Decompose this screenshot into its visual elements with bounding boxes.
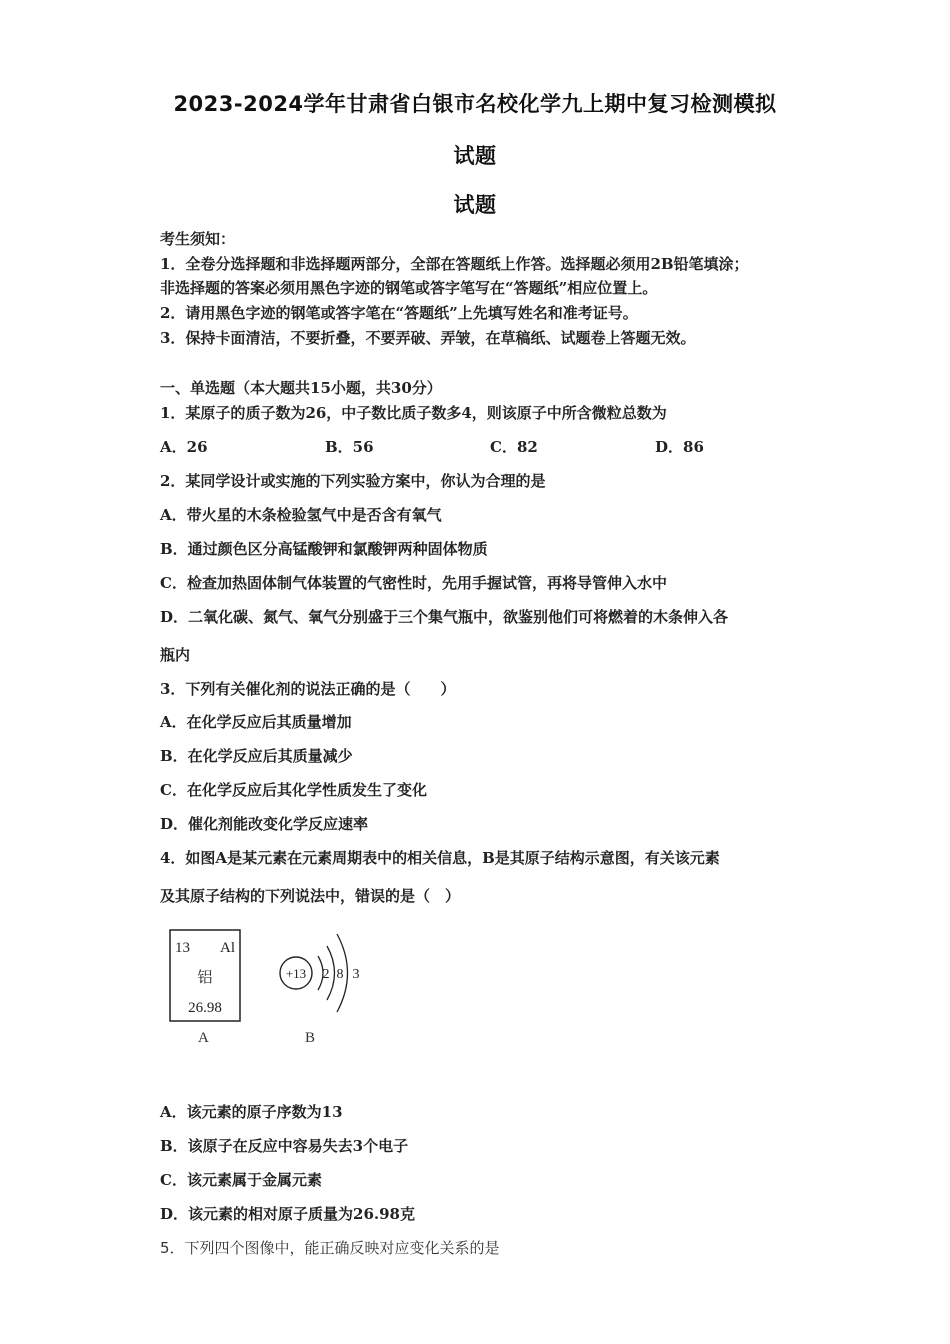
atom-nucleus-charge: +13 <box>285 966 307 981</box>
q4-stem-line2: 及其原子结构的下列说法中，错误的是（ ） <box>160 887 461 905</box>
q2-option-c: C．检查加热固体制气体装置的气密性时，先用手握试管，再将导管伸入水中 <box>160 574 667 592</box>
q1-option-a: A．26 <box>160 438 208 456</box>
q2-option-d-line1: D．二氧化碳、氮气、氧气分别盛于三个集气瓶中，欲鉴别他们可将燃着的木条伸入各 <box>160 608 729 626</box>
q4-option-c: C．该元素属于金属元素 <box>160 1171 322 1189</box>
q3-option-a: A．在化学反应后其质量增加 <box>160 713 352 731</box>
page-title-line-1: 2023-2024学年甘肃省白银市名校化学九上期中复习检测模拟 <box>173 92 777 116</box>
element-atomic-number: 13 <box>175 940 190 956</box>
notice-item-1a: 1．全卷分选择题和非选择题两部分，全部在答题纸上作答。选择题必须用2B铅笔填涂； <box>160 255 749 273</box>
electron-shell-count-3: 3 <box>352 967 360 982</box>
q4-option-b: B．该原子在反应中容易失去3个电子 <box>160 1137 409 1155</box>
q1-stem: 1．某原子的质子数为26，中子数比质子数多4，则该原子中所含微粒总数为 <box>160 404 667 422</box>
figure-a-label: A <box>198 1030 209 1046</box>
notice-item-3: 3．保持卡面清洁，不要折叠，不要弄破、弄皱，在草稿纸、试题卷上答题无效。 <box>160 329 696 347</box>
electron-shell-count-2: 8 <box>336 967 344 982</box>
periodic-table-cell-figure <box>166 926 246 1026</box>
q4-stem-line1: 4．如图A是某元素在元素周期表中的相关信息，B是其原子结构示意图，有关该元素 <box>160 849 720 867</box>
q4-option-d: D．该元素的相对原子质量为26.98克 <box>160 1205 415 1223</box>
notice-item-1b: 非选择题的答案必须用黑色字迹的钢笔或答字笔写在“答题纸”相应位置上。 <box>160 279 658 297</box>
figure-b-label: B <box>305 1030 316 1046</box>
page-title-line-2: 试题 <box>453 144 497 168</box>
element-atomic-mass: 26.98 <box>188 1000 222 1016</box>
q2-option-a: A．带火星的木条检验氢气中是否含有氧气 <box>160 506 442 524</box>
section-heading: 一、单选题（本大题共15小题，共30分） <box>160 379 442 397</box>
q1-option-b: B．56 <box>325 438 374 456</box>
notice-item-2: 2．请用黑色字迹的钢笔或答字笔在“答题纸”上先填写姓名和准考证号。 <box>160 304 638 322</box>
q3-stem: 3．下列有关催化剂的说法正确的是（ ） <box>160 680 456 698</box>
electron-shell-count-1: 2 <box>322 967 330 982</box>
q1-option-c: C．82 <box>490 438 538 456</box>
atomic-structure-figure <box>274 918 374 1028</box>
q3-option-c: C．在化学反应后其化学性质发生了变化 <box>160 781 427 799</box>
q2-option-d-line2: 瓶内 <box>160 646 191 664</box>
q3-option-d: D．催化剂能改变化学反应速率 <box>160 815 369 833</box>
q2-stem: 2．某同学设计或实施的下列实验方案中，你认为合理的是 <box>160 472 546 490</box>
element-name: 铝 <box>197 968 213 986</box>
q5-stem: 5．下列四个图像中，能正确反映对应变化关系的是 <box>160 1239 500 1257</box>
q3-option-b: B．在化学反应后其质量减少 <box>160 747 353 765</box>
q1-option-d: D．86 <box>655 438 704 456</box>
q2-option-b: B．通过颜色区分高锰酸钾和氯酸钾两种固体物质 <box>160 540 488 558</box>
q4-option-a: A．该元素的原子序数为13 <box>160 1103 343 1121</box>
page-title-line-3: 试题 <box>453 193 497 217</box>
element-symbol: Al <box>220 940 235 956</box>
notice-heading: 考生须知： <box>160 230 236 248</box>
